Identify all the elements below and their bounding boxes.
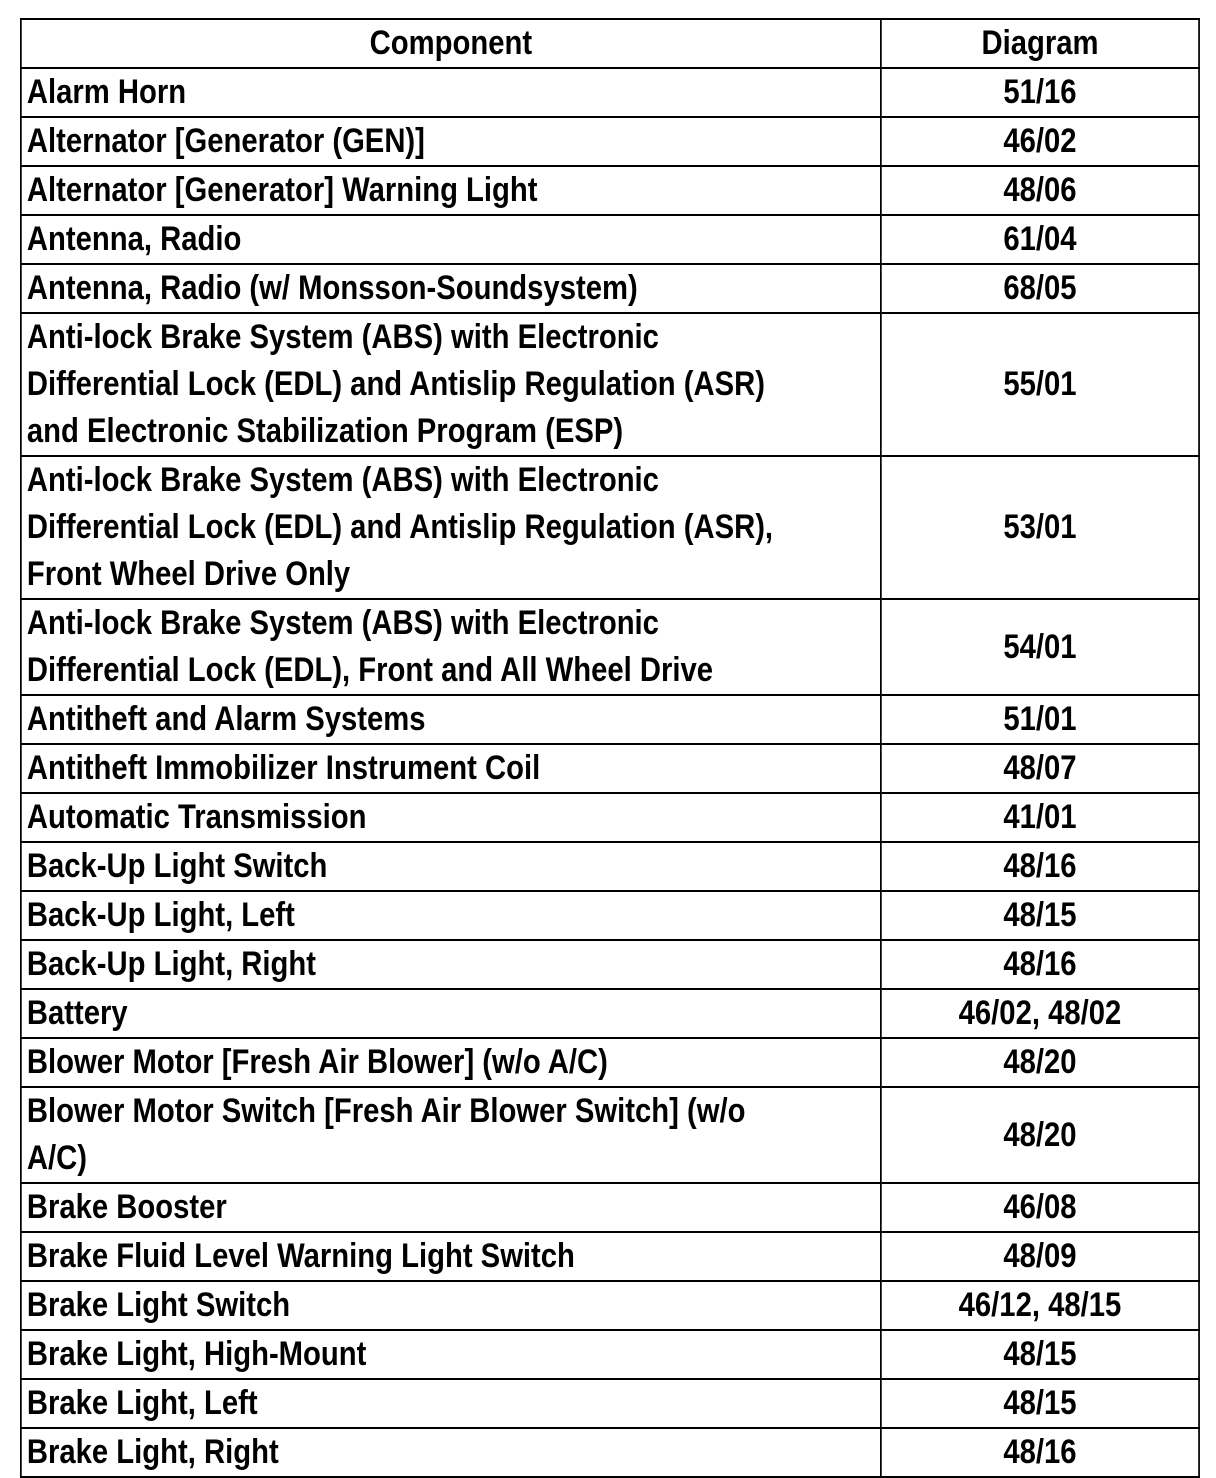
component-cell: Anti-lock Brake System (ABS) with Electronic Differential Lock (EDL) and Antislip Regulation (ASR) and Electronic Stabilization Program (ESP)	[21, 313, 881, 456]
component-cell: Alternator [Generator] Warning Light	[21, 166, 881, 215]
diagram-cell: 48/15	[881, 1330, 1199, 1379]
component-cell: Brake Light Switch	[21, 1281, 881, 1330]
diagram-cell: 46/12, 48/15	[881, 1281, 1199, 1330]
header-component: Component	[21, 19, 881, 68]
table-row	[21, 940, 1199, 989]
component-cell: Alarm Horn	[21, 68, 881, 117]
component-cell: Brake Light, High-Mount	[21, 1330, 881, 1379]
diagram-cell: 68/05	[881, 264, 1199, 313]
diagram-cell: 48/16	[881, 842, 1199, 891]
diagram-cell: 48/15	[881, 891, 1199, 940]
table-row	[21, 744, 1199, 793]
component-cell: Alternator [Generator (GEN)]	[21, 117, 881, 166]
table-row	[21, 166, 1199, 215]
component-cell: Back-Up Light, Right	[21, 940, 881, 989]
component-cell: Battery	[21, 989, 881, 1038]
table-row	[21, 117, 1199, 166]
component-cell: Back-Up Light, Left	[21, 891, 881, 940]
component-cell: Blower Motor [Fresh Air Blower] (w/o A/C)	[21, 1038, 881, 1087]
diagram-cell: 46/02, 48/02	[881, 989, 1199, 1038]
table-row	[21, 1232, 1199, 1281]
table-row	[21, 842, 1199, 891]
component-cell: Antitheft and Alarm Systems	[21, 695, 881, 744]
table-row	[21, 1038, 1199, 1087]
diagram-cell: 48/20	[881, 1087, 1199, 1183]
component-diagram-table	[20, 18, 1200, 1478]
table-row	[21, 215, 1199, 264]
header-row	[21, 19, 1199, 68]
table-row	[21, 68, 1199, 117]
table-row	[21, 793, 1199, 842]
component-cell: Brake Fluid Level Warning Light Switch	[21, 1232, 881, 1281]
component-cell: Anti-lock Brake System (ABS) with Electronic Differential Lock (EDL) and Antislip Regulation (ASR), Front Wheel Drive Only	[21, 456, 881, 599]
table-row	[21, 891, 1199, 940]
component-cell: Antenna, Radio (w/ Monsson-Soundsystem)	[21, 264, 881, 313]
diagram-cell: 41/01	[881, 793, 1199, 842]
table-row	[21, 1087, 1199, 1183]
component-cell: Brake Light, Left	[21, 1379, 881, 1428]
diagram-cell: 51/01	[881, 695, 1199, 744]
component-cell: Antitheft Immobilizer Instrument Coil	[21, 744, 881, 793]
component-cell: Automatic Transmission	[21, 793, 881, 842]
diagram-cell: 54/01	[881, 599, 1199, 695]
table-row	[21, 989, 1199, 1038]
table-row	[21, 264, 1199, 313]
component-cell: Back-Up Light Switch	[21, 842, 881, 891]
diagram-cell: 61/04	[881, 215, 1199, 264]
table-row	[21, 1330, 1199, 1379]
diagram-cell: 55/01	[881, 313, 1199, 456]
table-row	[21, 313, 1199, 456]
table-row	[21, 1379, 1199, 1428]
diagram-cell: 48/07	[881, 744, 1199, 793]
header-diagram: Diagram	[881, 19, 1199, 68]
table-row	[21, 1428, 1199, 1477]
diagram-cell: 51/16	[881, 68, 1199, 117]
diagram-cell: 48/15	[881, 1379, 1199, 1428]
diagram-cell: 48/20	[881, 1038, 1199, 1087]
table-row	[21, 695, 1199, 744]
diagram-cell: 48/06	[881, 166, 1199, 215]
diagram-cell: 48/09	[881, 1232, 1199, 1281]
table-row	[21, 599, 1199, 695]
component-cell: Antenna, Radio	[21, 215, 881, 264]
table-row	[21, 456, 1199, 599]
component-cell: Brake Light, Right	[21, 1428, 881, 1477]
component-cell: Anti-lock Brake System (ABS) with Electronic Differential Lock (EDL), Front and All Wheel Drive	[21, 599, 881, 695]
table-row	[21, 1281, 1199, 1330]
table-row	[21, 1183, 1199, 1232]
diagram-cell: 46/02	[881, 117, 1199, 166]
diagram-cell: 48/16	[881, 1428, 1199, 1477]
diagram-cell: 53/01	[881, 456, 1199, 599]
component-cell: Brake Booster	[21, 1183, 881, 1232]
diagram-cell: 46/08	[881, 1183, 1199, 1232]
diagram-cell: 48/16	[881, 940, 1199, 989]
component-cell: Blower Motor Switch [Fresh Air Blower Switch] (w/o A/C)	[21, 1087, 881, 1183]
